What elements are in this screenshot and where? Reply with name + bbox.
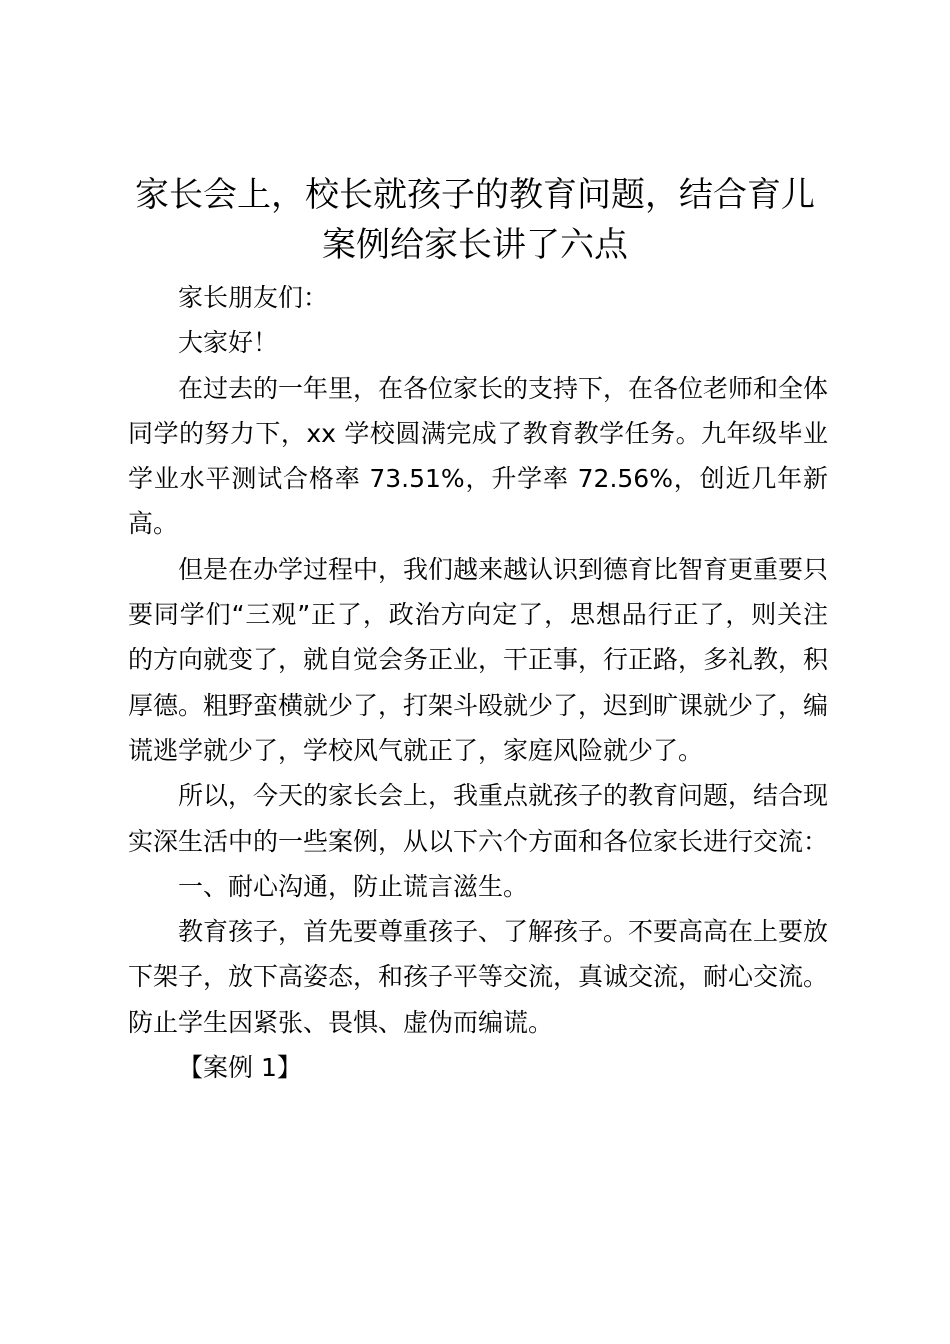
paragraph-section-1: 教育孩子，首先要尊重孩子、了解孩子。不要高高在上要放下架子，放下高姿态，和孩子平等交流，真诚交流，耐心交流。防止学生因紧张、畏惧、虚伪而编谎。 (128, 917, 829, 1037)
paragraph-introduction: 所以，今天的家长会上，我重点就孩子的教育问题，结合现实深生活中的一些案例，从以下六个方面和各位家长进行交流： (128, 781, 829, 856)
section-heading-1: 一、耐心沟通，防止谎言滋生。 (178, 871, 529, 901)
title-line-1: 家长会上，校长就孩子的教育问题，结合育儿 (135, 175, 815, 215)
paragraph-achievements: 在过去的一年里，在各位家长的支持下，在各位老师和全体同学的努力下，xx 学校圆满完成了教育教学任务。九年级毕业学业水平测试合格率 73.51%，升学率 72.56%，创近几年新高。 (128, 373, 829, 539)
salutation: 家长朋友们： (178, 283, 329, 312)
greeting: 大家好！ (178, 328, 279, 358)
document-body (128, 275, 828, 1090)
title-line-2: 案例给家长讲了六点 (322, 225, 628, 265)
case-label-1: 【案例 1】 (178, 1053, 302, 1083)
paragraph-moral-education: 但是在办学过程中，我们越来越认识到德育比智育更重要只要同学们“三观”正了，政治方向定了，思想品行正了，则关注的方向就变了，就自觉会务正业，干正事，行正路，多礼教，积厚德。粗野蛮横就少了，打架斗殴就少了，迟到旷课就少了，编谎逃学就少了，学校风气就正了，家庭风险就少了。 (128, 554, 829, 765)
document-title (120, 170, 830, 270)
